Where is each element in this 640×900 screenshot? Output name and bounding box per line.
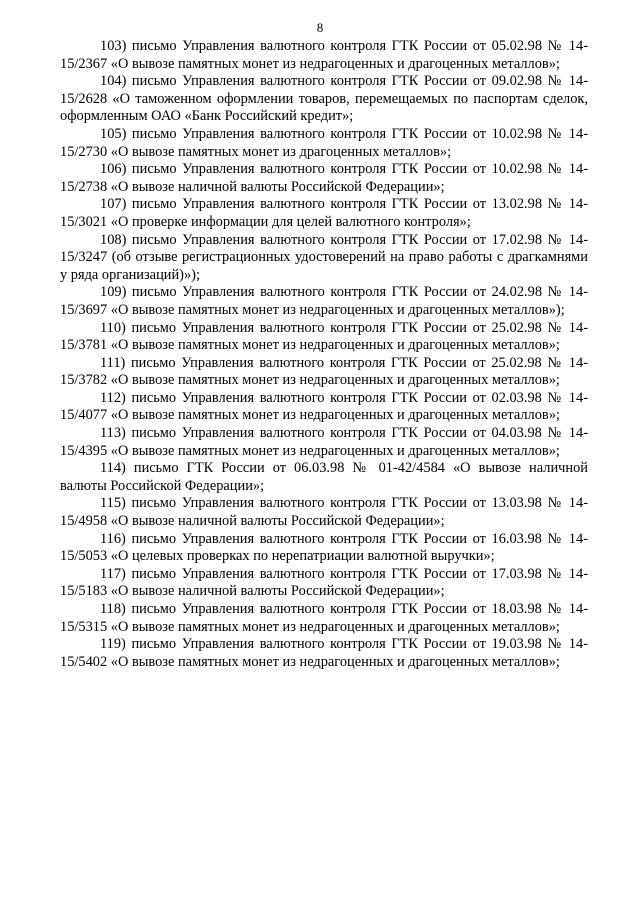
list-item: 110) письмо Управления валютного контроля ГТК России от 25.02.98 № 14-15/3781 «О вывозе памятных монет из недрагоценных и драгоценных металлов»; bbox=[60, 319, 588, 354]
list-item: 104) письмо Управления валютного контроля ГТК России от 09.02.98 № 14-15/2628 «О таможенном оформлении товаров, перемещаемых по паспортам сделок, оформленным ОАО «Банк Российский кредит»; bbox=[60, 73, 588, 125]
list-item: 112) письмо Управления валютного контроля ГТК России от 02.03.98 № 14-15/4077 «О вывозе памятных монет из недрагоценных и драгоценных металлов»; bbox=[60, 389, 588, 424]
list-item: 117) письмо Управления валютного контроля ГТК России от 17.03.98 № 14-15/5183 «О вывозе наличной валюты Российской Федерации»; bbox=[60, 565, 588, 600]
list-item: 114) письмо ГТК России от 06.03.98 № 01-42/4584 «О вывозе наличной валюты Российской Федерации»; bbox=[60, 460, 588, 494]
list-item: 116) письмо Управления валютного контроля ГТК России от 16.03.98 № 14-15/5053 «О целевых проверках по нерепатриации валютной выручки»; bbox=[60, 530, 588, 565]
page-number: 8 bbox=[316, 20, 324, 35]
list-item: 106) письмо Управления валютного контроля ГТК России от 10.02.98 № 14-15/2738 «О вывозе наличной валюты Российской Федерации»; bbox=[60, 161, 588, 195]
list-item: 115) письмо Управления валютного контроля ГТК России от 13.03.98 № 14-15/4958 «О вывозе наличной валюты Российской Федерации»; bbox=[60, 495, 588, 530]
list-item: 118) письмо Управления валютного контроля ГТК России от 18.03.98 № 14-15/5315 «О вывозе памятных монет из недрагоценных и драгоценных металлов»; bbox=[60, 601, 588, 635]
document-body bbox=[60, 38, 588, 671]
list-item: 103) письмо Управления валютного контроля ГТК России от 05.02.98 № 14-15/2367 «О вывозе памятных монет из недрагоценных и драгоценных металлов»; bbox=[60, 38, 588, 72]
list-item: 119) письмо Управления валютного контроля ГТК России от 19.03.98 № 14-15/5402 «О вывозе памятных монет из недрагоценных и драгоценных металлов»; bbox=[60, 636, 588, 670]
list-item: 109) письмо Управления валютного контроля ГТК России от 24.02.98 № 14-15/3697 «О вывозе памятных монет из недрагоценных и драгоценных металлов»); bbox=[60, 284, 588, 318]
list-item: 107) письмо Управления валютного контроля ГТК России от 13.02.98 № 14-15/3021 «О проверке информации для целей валютного контроля»; bbox=[60, 196, 588, 230]
list-item: 111) письмо Управления валютного контроля ГТК России от 25.02.98 № 14-15/3782 «О вывозе памятных монет из недрагоценных и драгоценных металлов»; bbox=[60, 354, 588, 389]
list-item: 108) письмо Управления валютного контроля ГТК России от 17.02.98 № 14-15/3247 (об отзыве регистрационных удостоверений на право работы с драгкамнями у ряда организаций)»); bbox=[60, 231, 588, 283]
list-item: 113) письмо Управления валютного контроля ГТК России от 04.03.98 № 14-15/4395 «О вывозе памятных монет из недрагоценных и драгоценных металлов»; bbox=[60, 425, 588, 459]
list-item: 105) письмо Управления валютного контроля ГТК России от 10.02.98 № 14-15/2730 «О вывозе памятных монет из драгоценных металлов»; bbox=[60, 125, 588, 160]
